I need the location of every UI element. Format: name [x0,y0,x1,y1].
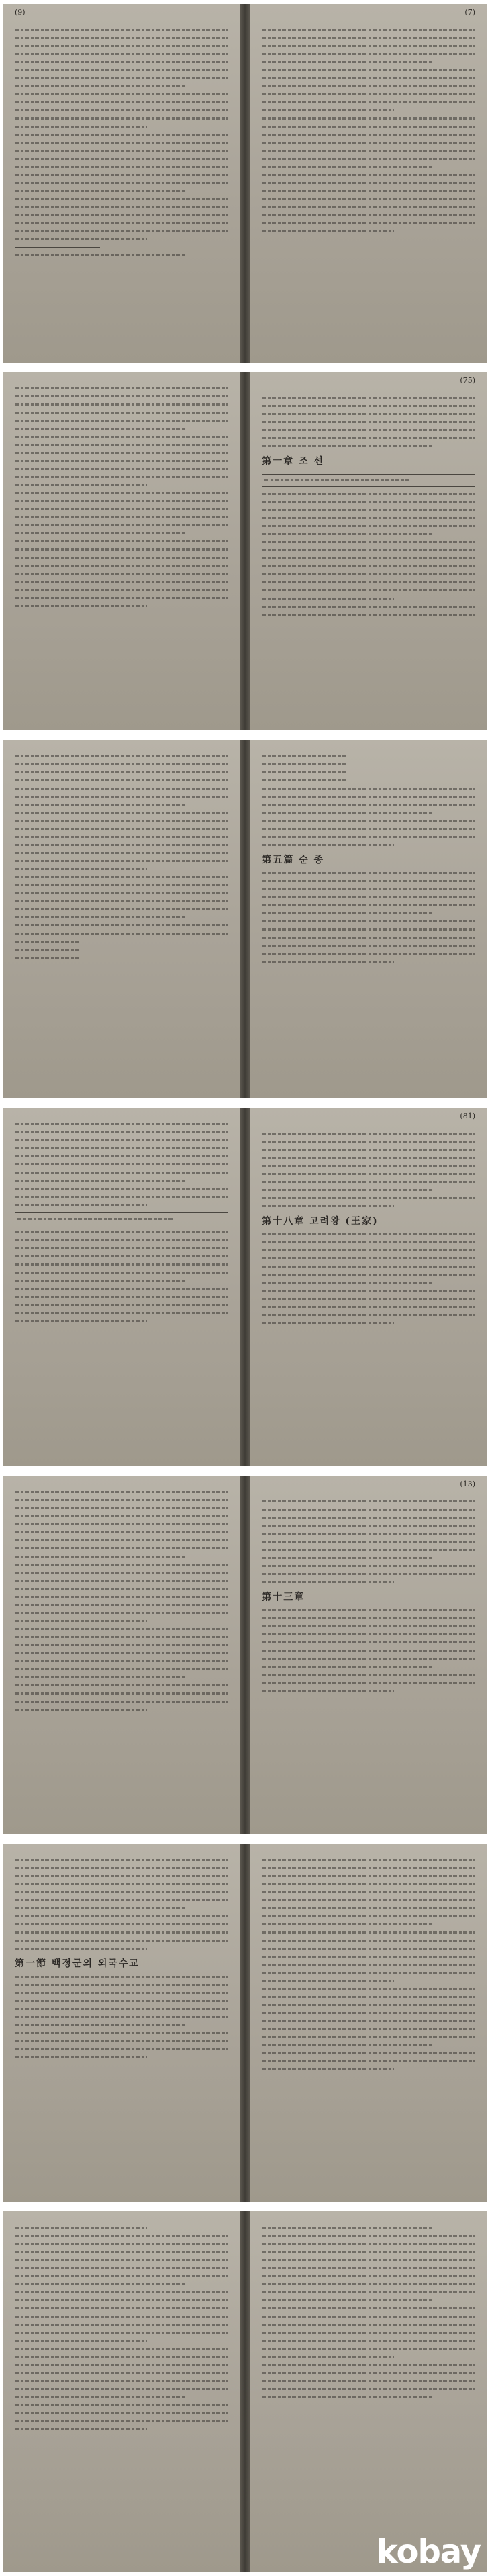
book-spread [3,2211,487,2572]
right-page [250,372,487,730]
page-number: (81) [460,1112,475,1120]
page-spread-2 [0,368,490,736]
left-page [3,2211,240,2572]
left-page [3,372,240,730]
right-page [250,740,487,1098]
site-watermark: kobay [376,2533,481,2571]
book-spread [3,4,487,363]
page-spread-1 [0,0,490,368]
book-gutter [240,372,250,730]
book-gutter [240,1108,250,1466]
book-gutter [240,740,250,1098]
page-number: (9) [15,8,26,17]
right-page [250,1844,487,2202]
book-gutter [240,1476,250,1834]
book-spread [3,372,487,730]
book-spread [3,1476,487,1834]
right-page [250,1108,487,1466]
left-page [3,1844,240,2202]
left-page [3,740,240,1098]
section-heading-box [262,474,475,487]
page-number: (13) [460,1480,475,1488]
page-number: (75) [460,376,475,385]
book-gutter [240,4,250,363]
chapter-heading: 第一節 백정군의 외국수교 [15,1958,140,1969]
page-spread-3 [0,736,490,1104]
right-page [250,2211,487,2572]
page-spread-6 [0,1840,490,2207]
right-page [250,1476,487,1834]
chapter-heading: 第五篇 순 종 [262,855,325,865]
page-spread-7 [0,2207,490,2576]
book-spread [3,1108,487,1466]
book-gutter [240,2211,250,2572]
book-spread [3,1844,487,2202]
chapter-heading: 第十八章 고려왕 (王家) [262,1216,379,1227]
section-heading-box [15,1212,228,1225]
left-page [3,1476,240,1834]
page-number: (7) [464,8,475,17]
book-spread [3,740,487,1098]
page-spread-4 [0,1104,490,1472]
chapter-heading: 第十三章 [262,1592,305,1603]
chapter-heading: 第一章 조 선 [262,456,325,467]
left-page [3,1108,240,1466]
page-spread-5 [0,1472,490,1840]
left-page [3,4,240,363]
book-gutter [240,1844,250,2202]
right-page [250,4,487,363]
